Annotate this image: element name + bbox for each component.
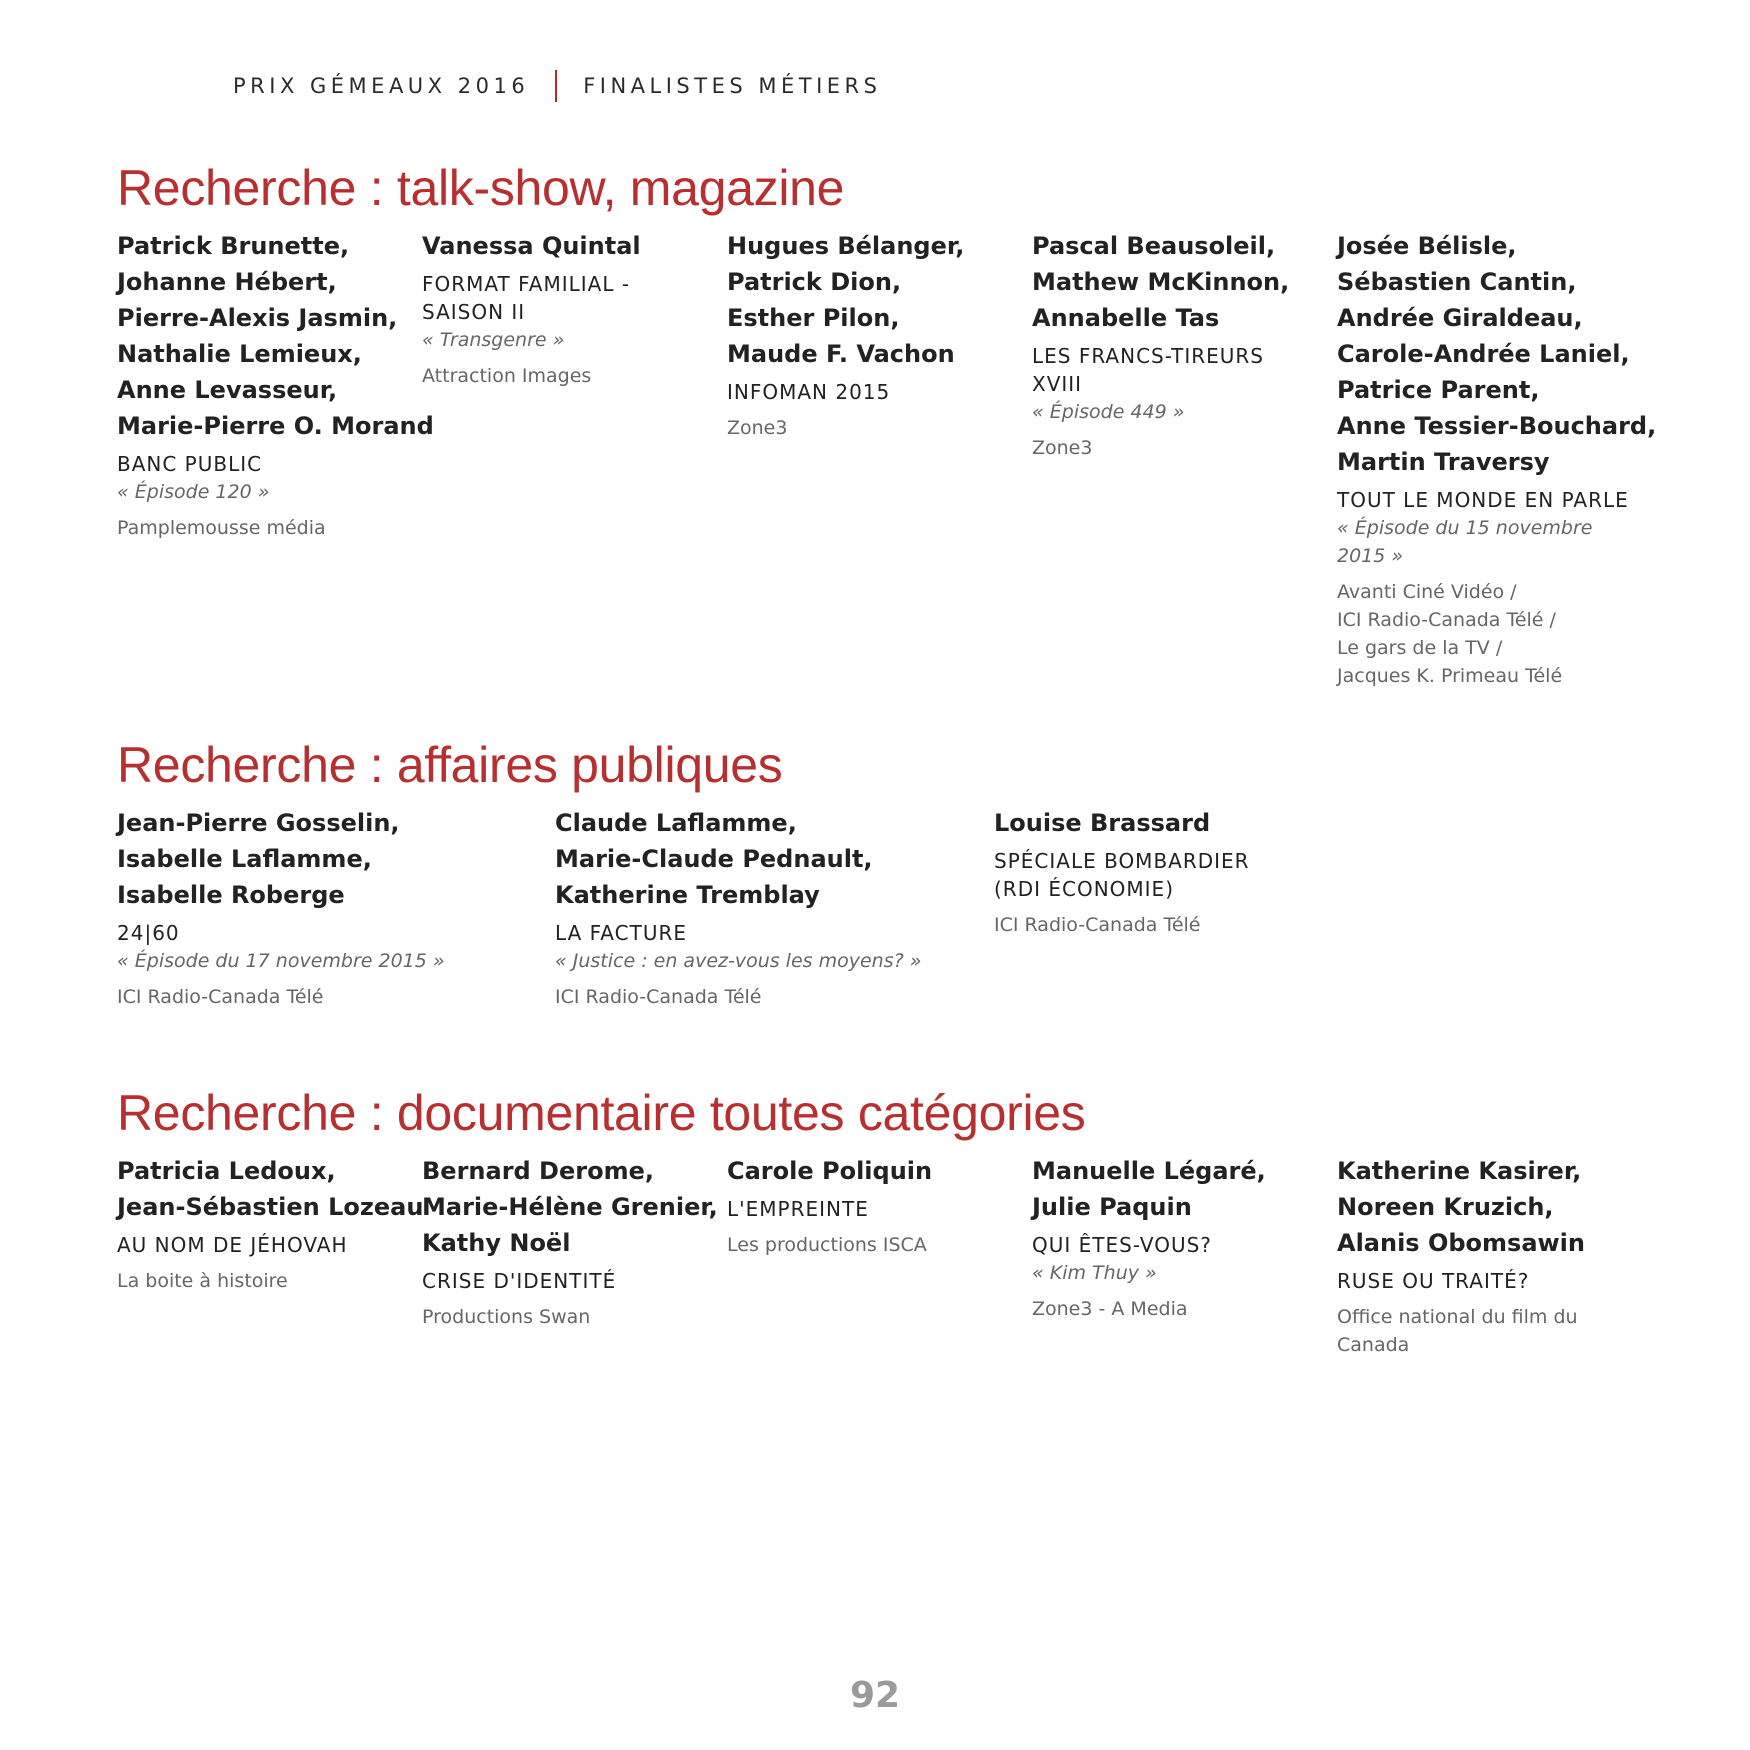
finalist-names-line: Nathalie Lemieux, [117, 340, 362, 368]
finalist-names [1337, 228, 1656, 480]
episode-title-line: « Kim Thuy » [1032, 1262, 1157, 1284]
finalist-names-line: Katherine Kasirer, [1337, 1157, 1582, 1185]
finalist-entry [422, 1153, 718, 1331]
show-title [727, 1195, 932, 1223]
finalist-names-line: Jean-Pierre Gosselin, [117, 809, 400, 837]
production-company [555, 983, 921, 1011]
page-number: 92 [849, 1675, 901, 1716]
show-title [117, 1231, 423, 1259]
header-divider [555, 70, 557, 102]
section-documentaire [117, 1083, 1657, 1356]
show-title-line: L'EMPREINTE [727, 1197, 869, 1221]
finalist-names-line: Alanis Obomsawin [1337, 1229, 1585, 1257]
finalist-entry [422, 228, 641, 390]
production-company-line: Zone3 [1032, 437, 1093, 459]
production-company [1032, 1295, 1266, 1323]
episode-title-line: « Transgenre » [422, 329, 565, 351]
show-title [117, 450, 434, 478]
episode-title-line: « Épisode 449 » [1032, 401, 1185, 423]
finalist-names [117, 228, 434, 444]
finalist-entry [727, 228, 964, 442]
finalist-names [117, 805, 445, 913]
finalist-names-line: Marie-Claude Pednault, [555, 845, 873, 873]
show-title-line: RUSE OU TRAITÉ? [1337, 1269, 1530, 1293]
finalist-names-line: Esther Pilon, [727, 304, 900, 332]
finalist-names-line: Manuelle Légaré, [1032, 1157, 1266, 1185]
show-title-line: (RDI ÉCONOMIE) [994, 877, 1174, 901]
episode-title [1337, 514, 1656, 570]
production-company-line: ICI Radio-Canada Télé [117, 986, 324, 1008]
episode-title-line: « Épisode 120 » [117, 481, 270, 503]
show-title-line: BANC PUBLIC [117, 452, 263, 476]
production-company [422, 1303, 718, 1331]
finalist-names-line: Marie-Hélène Grenier, [422, 1193, 718, 1221]
production-company-line: Les productions ISCA [727, 1234, 927, 1256]
finalist-entry [994, 805, 1250, 939]
finalist-entry [555, 805, 921, 1011]
finalist-names [555, 805, 921, 913]
production-company [117, 514, 434, 542]
show-title-line: XVIII [1032, 372, 1083, 396]
finalist-entry [1337, 1153, 1585, 1359]
finalist-names-line: Kathy Noël [422, 1229, 571, 1257]
section-talk-show [117, 158, 1657, 687]
show-title [117, 919, 445, 947]
production-company-line: ICI Radio-Canada Télé [994, 914, 1201, 936]
finalist-names-line: Annabelle Tas [1032, 304, 1220, 332]
production-company-line: Zone3 [727, 417, 788, 439]
production-company [994, 911, 1250, 939]
finalist-names-line: Pierre-Alexis Jasmin, [117, 304, 398, 332]
finalist-names-line: Johanne Hébert, [117, 268, 337, 296]
production-company [727, 414, 964, 442]
show-title [555, 919, 921, 947]
finalist-names [727, 228, 964, 372]
finalist-names-line: Marie-Pierre O. Morand [117, 412, 434, 440]
show-title [1032, 342, 1289, 398]
episode-title-line: « Épisode du 15 novembre [1337, 517, 1593, 539]
finalist-names-line: Anne Tessier-Bouchard, [1337, 412, 1657, 440]
header-section: FINALISTES MÉTIERS [583, 74, 882, 98]
finalist-names-line: Carole-Andrée Laniel, [1337, 340, 1630, 368]
show-title-line: FORMAT FAMILIAL - [422, 272, 631, 296]
finalist-names [727, 1153, 932, 1189]
show-title-line: AU NOM DE JÉHOVAH [117, 1233, 348, 1257]
production-company-line: Le gars de la TV / [1337, 637, 1503, 659]
finalist-names-line: Julie Paquin [1032, 1193, 1192, 1221]
production-company-line: La boite à histoire [117, 1270, 288, 1292]
finalist-names [1032, 228, 1289, 336]
finalist-names-line: Maude F. Vachon [727, 340, 955, 368]
page-header [233, 70, 881, 102]
finalist-entry [1337, 228, 1656, 690]
production-company [1337, 1303, 1585, 1359]
finalist-names [117, 1153, 423, 1225]
finalist-names-line: Katherine Tremblay [555, 881, 820, 909]
show-title-line: LES FRANCS-TIREURS [1032, 344, 1264, 368]
production-company [422, 362, 641, 390]
finalist-entry [117, 228, 434, 542]
show-title [422, 270, 641, 326]
finalist-names-line: Patricia Ledoux, [117, 1157, 336, 1185]
finalist-names-line: Hugues Bélanger, [727, 232, 965, 260]
section-title: Recherche : talk-show, magazine [117, 160, 845, 216]
finalist-names-line: Vanessa Quintal [422, 232, 641, 260]
finalist-names-line: Andrée Giraldeau, [1337, 304, 1583, 332]
show-title [1337, 486, 1656, 514]
show-title-line: QUI ÊTES-VOUS? [1032, 1233, 1212, 1257]
finalist-entry [727, 1153, 932, 1259]
show-title [1337, 1267, 1585, 1295]
finalist-names [422, 228, 641, 264]
production-company-line: Pamplemousse média [117, 517, 326, 539]
finalist-names-line: Patrick Dion, [727, 268, 902, 296]
finalist-names [994, 805, 1250, 841]
episode-title-line: « Épisode du 17 novembre 2015 » [117, 950, 445, 972]
section-title: Recherche : documentaire toutes catégories [117, 1085, 1086, 1141]
finalist-names-line: Martin Traversy [1337, 448, 1550, 476]
show-title [727, 378, 964, 406]
production-company-line: Office national du film du [1337, 1306, 1578, 1328]
production-company [117, 1267, 423, 1295]
finalist-names-line: Louise Brassard [994, 809, 1211, 837]
show-title [994, 847, 1250, 903]
finalist-names-line: Sébastien Cantin, [1337, 268, 1577, 296]
production-company-line: Jacques K. Primeau Télé [1337, 665, 1563, 687]
finalist-names-line: Josée Bélisle, [1337, 232, 1517, 260]
section-affaires-publiques [117, 735, 1657, 1008]
show-title-line: 24|60 [117, 921, 180, 945]
finalist-names [1032, 1153, 1266, 1225]
production-company [727, 1231, 932, 1259]
finalist-names-line: Anne Levasseur, [117, 376, 338, 404]
finalist-names-line: Pascal Beausoleil, [1032, 232, 1276, 260]
episode-title [422, 326, 641, 354]
production-company [1337, 578, 1656, 690]
episode-title [117, 478, 434, 506]
finalist-names-line: Isabelle Roberge [117, 881, 345, 909]
finalist-names [422, 1153, 718, 1261]
episode-title-line: 2015 » [1337, 545, 1404, 567]
finalist-entry [1032, 228, 1289, 462]
episode-title [117, 947, 445, 975]
finalist-names-line: Mathew McKinnon, [1032, 268, 1290, 296]
show-title-line: SAISON II [422, 300, 526, 324]
finalist-entry [117, 1153, 423, 1295]
production-company-line: Avanti Ciné Vidéo / [1337, 581, 1517, 603]
finalist-entry [117, 805, 445, 1011]
header-publication: PRIX GÉMEAUX 2016 [233, 74, 530, 98]
production-company-line: Productions Swan [422, 1306, 591, 1328]
finalist-names-line: Patrice Parent, [1337, 376, 1540, 404]
episode-title [555, 947, 921, 975]
production-company-line: Canada [1337, 1334, 1410, 1356]
production-company-line: Zone3 - A Media [1032, 1298, 1188, 1320]
production-company-line: ICI Radio-Canada Télé / [1337, 609, 1556, 631]
section-title: Recherche : affaires publiques [117, 737, 783, 793]
production-company [117, 983, 445, 1011]
finalist-names-line: Carole Poliquin [727, 1157, 933, 1185]
finalist-names-line: Noreen Kruzich, [1337, 1193, 1554, 1221]
show-title-line: SPÉCIALE BOMBARDIER [994, 849, 1250, 873]
finalist-names-line: Claude Laflamme, [555, 809, 797, 837]
production-company-line: ICI Radio-Canada Télé [555, 986, 762, 1008]
production-company-line: Attraction Images [422, 365, 592, 387]
show-title-line: LA FACTURE [555, 921, 687, 945]
finalist-entry [1032, 1153, 1266, 1323]
show-title [422, 1267, 718, 1295]
finalist-names [1337, 1153, 1585, 1261]
show-title-line: CRISE D'IDENTITÉ [422, 1269, 617, 1293]
episode-title [1032, 1259, 1266, 1287]
episode-title-line: « Justice : en avez-vous les moyens? » [555, 950, 922, 972]
finalist-names-line: Isabelle Laflamme, [117, 845, 372, 873]
finalist-names-line: Bernard Derome, [422, 1157, 654, 1185]
finalist-names-line: Jean-Sébastien Lozeau [117, 1193, 424, 1221]
production-company [1032, 434, 1289, 462]
show-title [1032, 1231, 1266, 1259]
finalist-names-line: Patrick Brunette, [117, 232, 350, 260]
show-title-line: INFOMAN 2015 [727, 380, 891, 404]
episode-title [1032, 398, 1289, 426]
show-title-line: TOUT LE MONDE EN PARLE [1337, 488, 1629, 512]
